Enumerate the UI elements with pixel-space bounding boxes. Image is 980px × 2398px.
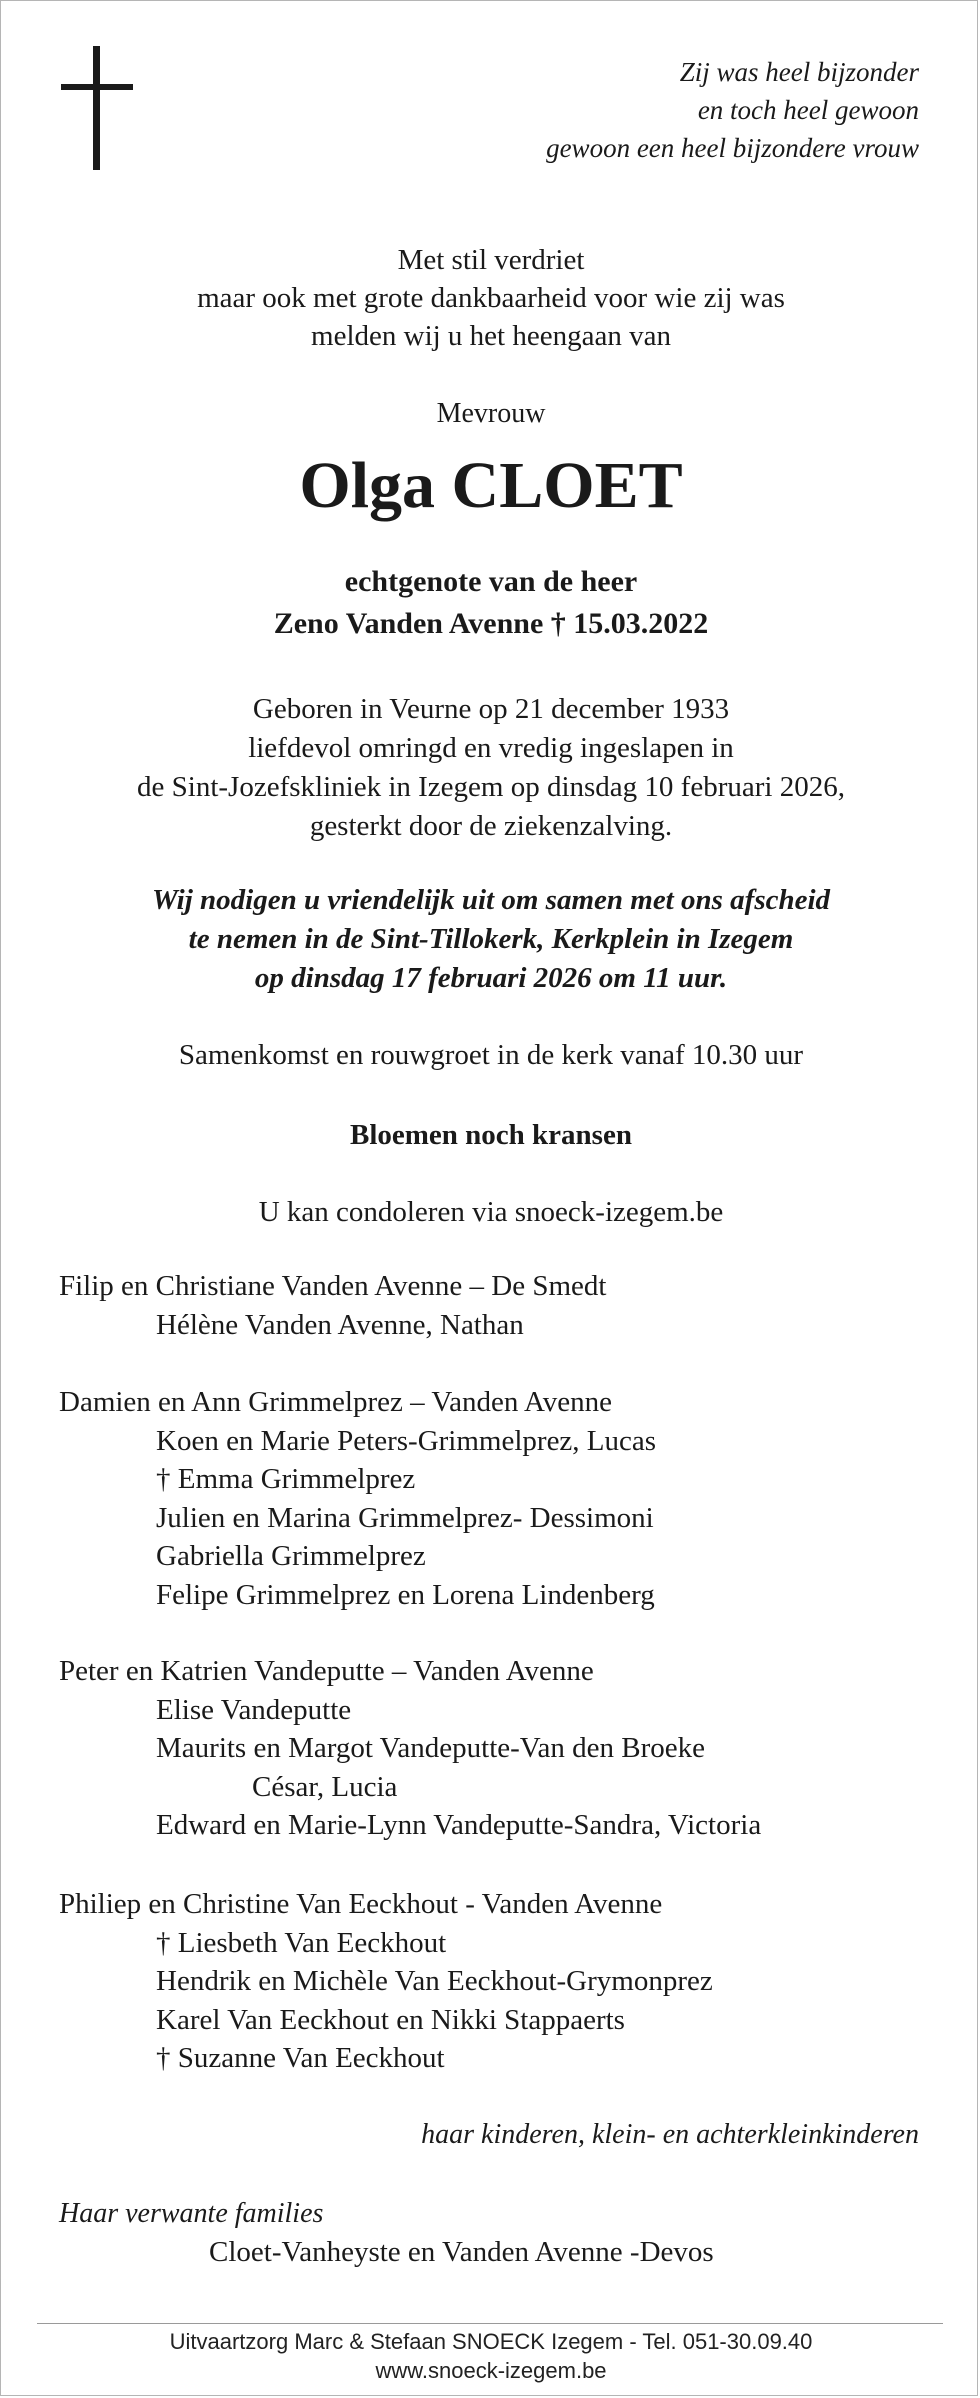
funeral-home-info: Uitvaartzorg Marc & Stefaan SNOECK Izegem - Tel. 051-30.09.40 xyxy=(169,2329,813,2354)
family-member: Hendrik en Michèle Van Eeckhout-Grymonprez xyxy=(156,1965,713,1998)
motto xyxy=(459,53,919,167)
motto-line: en toch heel gewoon xyxy=(697,95,919,125)
family-member: César, Lucia xyxy=(252,1770,398,1803)
relatives xyxy=(59,2195,714,2271)
family-member: † Suzanne Van Eeckhout xyxy=(156,2042,445,2075)
intro-line: Met stil verdriet xyxy=(397,244,585,276)
funeral-home-website[interactable]: www.snoeck-izegem.be xyxy=(375,2358,607,2383)
birth-line: Geboren in Veurne op 21 december 1933 xyxy=(252,693,730,725)
family-head: Philiep en Christine Van Eeckhout - Vanden Avenne xyxy=(59,1888,663,1920)
footer-divider xyxy=(37,2323,943,2324)
salutation: Mevrouw xyxy=(436,398,546,429)
family-head: Damien en Ann Grimmelprez – Vanden Avenne xyxy=(59,1386,612,1418)
family-member: Julien en Marina Grimmelprez- Dessimoni xyxy=(156,1501,654,1534)
invitation-line: Wij nodigen u vriendelijk uit om samen met ons afscheid xyxy=(151,884,831,916)
deceased-name: Olga CLOET xyxy=(299,449,683,522)
funeral-invitation xyxy=(1,881,980,998)
birth-line: liefdevol omringd en vredig ingeslapen in xyxy=(248,732,734,764)
family-member: Felipe Grimmelprez en Lorena Lindenberg xyxy=(156,1578,655,1611)
family-head: Peter en Katrien Vandeputte – Vanden Avenne xyxy=(59,1655,594,1687)
birth-line: gesterkt door de ziekenzalving. xyxy=(309,810,673,842)
family-head: Filip en Christiane Vanden Avenne – De Smedt xyxy=(59,1270,607,1302)
family-member: Elise Vandeputte xyxy=(156,1693,352,1726)
invitation-line: op dinsdag 17 februari 2026 om 11 uur. xyxy=(254,962,728,994)
relatives-label: Haar verwante families xyxy=(59,2198,324,2229)
motto-line: Zij was heel bijzonder xyxy=(679,57,919,87)
family-member: † Liesbeth Van Eeckhout xyxy=(156,1926,447,1959)
relatives-names: Cloet-Vanheyste en Vanden Avenne -Devos xyxy=(209,2236,714,2268)
invitation-line: te nemen in de Sint-Tillokerk, Kerkplein in Izegem xyxy=(188,923,794,955)
children-line: haar kinderen, klein- en achterkleinkinderen xyxy=(421,2119,919,2150)
family-group xyxy=(59,1267,939,1344)
family-group xyxy=(59,1885,939,2078)
condolences-note: U kan condoleren via snoeck-izegem.be xyxy=(258,1196,724,1228)
family-member: Gabriella Grimmelprez xyxy=(156,1540,426,1573)
gathering-info: Samenkomst en rouwgroet in de kerk vanaf 10.30 uur xyxy=(178,1039,804,1071)
family-member: † Emma Grimmelprez xyxy=(156,1463,416,1496)
cross-icon xyxy=(61,46,133,170)
intro-line: melden wij u het heengaan van xyxy=(311,320,671,352)
family-member: Hélène Vanden Avenne, Nathan xyxy=(156,1308,524,1341)
flowers-note: Bloemen noch kransen xyxy=(350,1119,632,1151)
family-member: Edward en Marie-Lynn Vandeputte-Sandra, Victoria xyxy=(156,1809,762,1842)
spouse-line: Zeno Vanden Avenne † 15.03.2022 xyxy=(273,607,709,640)
spouse-info xyxy=(1,561,980,645)
birth-death-info xyxy=(1,690,980,846)
family-member: Karel Van Eeckhout en Nikki Stappaerts xyxy=(156,2003,625,2036)
family-member: Maurits en Margot Vandeputte-Van den Broeke xyxy=(156,1732,705,1765)
family-group xyxy=(59,1652,939,1845)
family-group xyxy=(59,1383,939,1615)
intro-line: maar ook met grote dankbaarheid voor wie zij was xyxy=(197,282,785,314)
spouse-line: echtgenote van de heer xyxy=(344,565,638,598)
intro-text xyxy=(1,241,980,355)
birth-line: de Sint-Jozefskliniek in Izegem op dinsdag 10 februari 2026, xyxy=(137,771,845,803)
family-member: Koen en Marie Peters-Grimmelprez, Lucas xyxy=(156,1424,657,1457)
motto-line: gewoon een heel bijzondere vrouw xyxy=(546,133,919,163)
